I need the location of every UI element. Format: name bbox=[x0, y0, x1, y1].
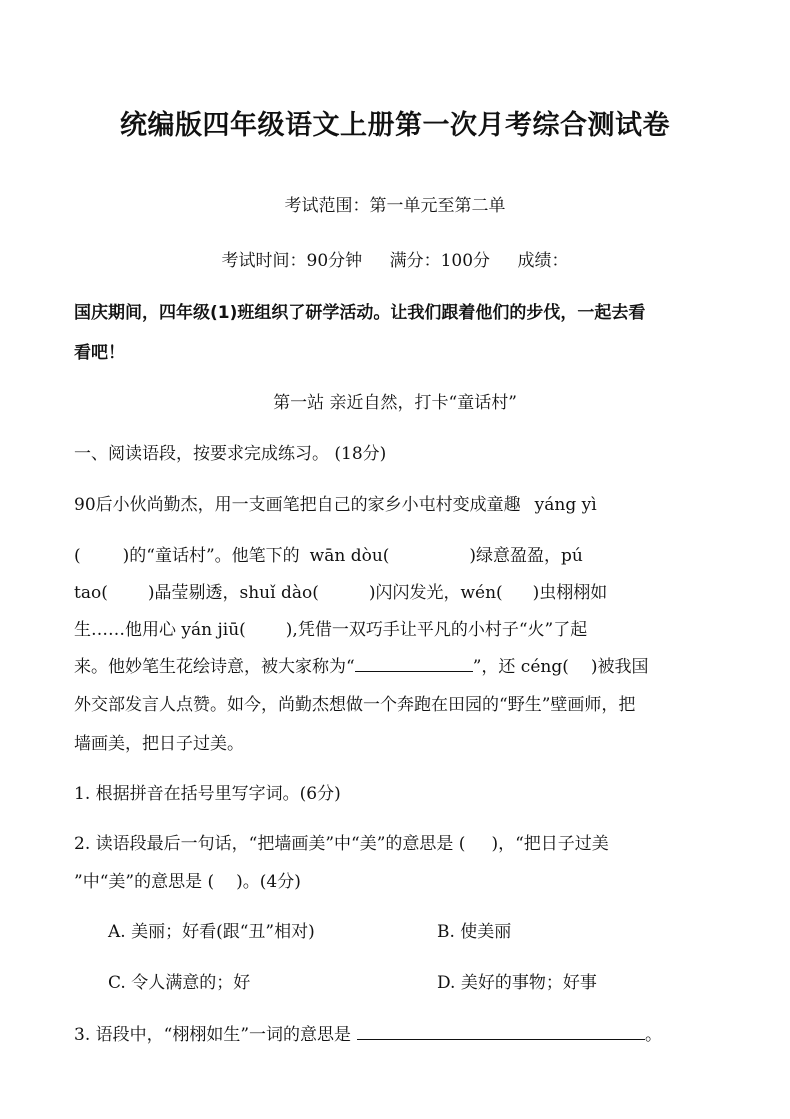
passage-text: )的“童话村”。他笔下的 bbox=[122, 546, 300, 566]
option-d[interactable]: D. 美好的事物；好事 bbox=[437, 973, 597, 993]
passage-text: 生……他用心 yán jiū( bbox=[74, 620, 246, 640]
passage-line-4 bbox=[74, 615, 587, 640]
passage-line-5 bbox=[74, 652, 648, 677]
pinyin: yáng yì bbox=[534, 495, 597, 515]
exam-meta bbox=[0, 246, 790, 271]
passage-text: 来。他妙笔生花绘诗意，被大家称为“ bbox=[74, 657, 355, 677]
answer-underline[interactable] bbox=[357, 1025, 645, 1040]
question-text: 3. 语段中，“栩栩如生”一词的意思是 bbox=[74, 1025, 352, 1045]
question-text: )，“把日子过美 bbox=[491, 834, 609, 854]
passage-text: )被我国 bbox=[590, 657, 649, 677]
intro-line-1: 国庆期间，四年级(1)班组织了研学活动。让我们跟着他们的步伐，一起去看 bbox=[74, 303, 646, 323]
bracket-open: ( bbox=[74, 546, 81, 566]
passage-text: 90后小伙尚勤杰，用一支画笔把自己的家乡小屯村变成童趣 bbox=[74, 495, 521, 515]
station-title: 第一站 亲近自然，打卡“童话村” bbox=[273, 393, 517, 413]
question-3 bbox=[74, 1020, 662, 1045]
passage-line-3 bbox=[74, 578, 607, 603]
result-label: 成绩： bbox=[517, 251, 569, 271]
full-score: 满分：100分 bbox=[389, 251, 491, 271]
exam-time: 考试时间：90分钟 bbox=[221, 251, 363, 271]
question-text: 。 bbox=[645, 1025, 663, 1045]
option-c[interactable]: C. 令人满意的；好 bbox=[108, 973, 251, 993]
passage-line-6: 外交部发言人点赞。如今，尚勤杰想做一个奔跑在田园的“野生”壁画师，把 bbox=[74, 695, 636, 715]
passage-text: ),凭借一双巧手让平凡的小村子“火”了起 bbox=[285, 620, 588, 640]
passage-line-7: 墙画美，把日子过美。 bbox=[74, 734, 244, 754]
option-b[interactable]: B. 使美丽 bbox=[437, 922, 512, 942]
question-text: ”中“美”的意思是 ( bbox=[74, 872, 215, 892]
option-a[interactable]: A. 美丽；好看(跟“丑”相对) bbox=[108, 922, 315, 942]
passage-line-1 bbox=[74, 490, 597, 515]
question-text: 2. 读语段最后一句话，“把墙画美”中“美”的意思是 ( bbox=[74, 834, 466, 854]
question-2-line-2 bbox=[74, 867, 301, 892]
passage-text: )虫栩栩如 bbox=[532, 583, 608, 603]
passage-text: ”，还 céng( bbox=[472, 657, 569, 677]
passage-line-2 bbox=[74, 541, 583, 566]
question-1: 1. 根据拼音在括号里写字词。(6分) bbox=[74, 784, 341, 804]
pinyin: tao( bbox=[74, 583, 108, 603]
passage-text: )绿意盈盈，pú bbox=[469, 546, 583, 566]
question-text: )。(4分) bbox=[236, 872, 301, 892]
section1-heading: 一、阅读语段，按要求完成练习。 (18分) bbox=[74, 444, 387, 464]
exam-scope: 考试范围：第一单元至第二单 bbox=[284, 196, 506, 216]
passage-text: )晶莹剔透，shuǐ dào( bbox=[147, 583, 319, 603]
answer-underline[interactable] bbox=[355, 657, 473, 672]
intro-line-2: 看吧！ bbox=[74, 343, 125, 363]
pinyin: wān dòu( bbox=[309, 546, 390, 566]
passage-text: )闪闪发光，wén( bbox=[368, 583, 503, 603]
page-title: 统编版四年级语文上册第一次月考综合测试卷 bbox=[120, 110, 670, 141]
question-2-line-1 bbox=[74, 829, 609, 854]
